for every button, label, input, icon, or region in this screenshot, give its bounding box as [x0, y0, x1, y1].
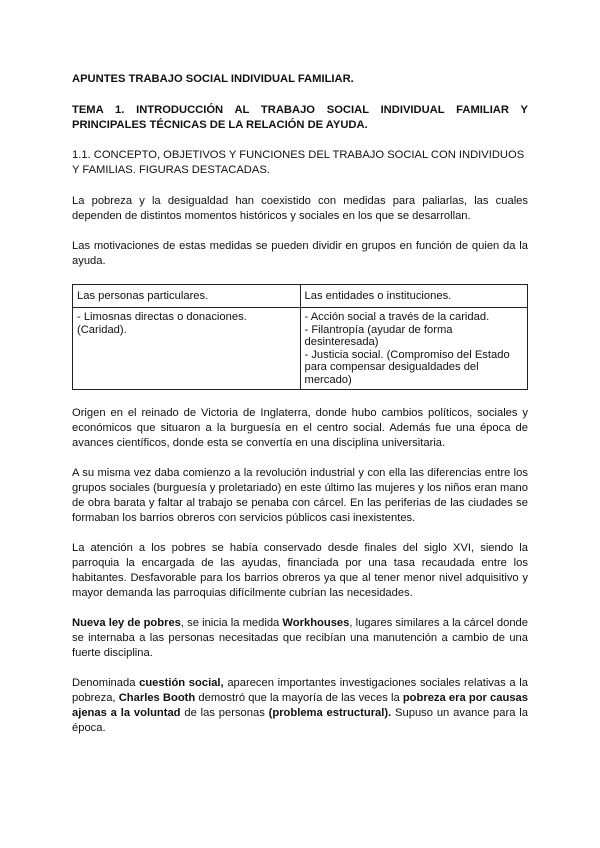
- table-header-row: [73, 285, 528, 308]
- topic-heading: TEMA 1. INTRODUCCIÓN AL TRABAJO SOCIAL INDIVIDUAL FAMILIAR Y PRINCIPALES TÉCNICAS DE LA RELACIÓN DE AYUDA.: [72, 104, 528, 131]
- paragraph-1: La pobreza y la desigualdad han coexistido con medidas para paliarlas, las cuales dependen de distintos momentos históricos y sociales en los que se desarrollan.: [72, 195, 528, 222]
- paragraph-4: A su misma vez daba comienzo a la revolución industrial y con ella las diferencias entre los grupos sociales (burguesía y proletariado) en este último las mujeres y los niños eran mano de obra barata y faltar al trabajo se penaba con cárcel. En las periferias de las ciudades se formaban los barrios obreros con servicios públicos casi inexistentes.: [72, 467, 528, 524]
- cell-line: mercado): [304, 373, 352, 386]
- table-row: [73, 308, 528, 390]
- text-run: de las personas: [180, 707, 269, 719]
- paragraph-2: Las motivaciones de estas medidas se pueden dividir en grupos en función de quien da la ayuda.: [72, 240, 528, 267]
- bold-term: cuestión social,: [139, 677, 224, 689]
- cell-line: para compensar desigualdades del: [304, 361, 479, 373]
- table-cell-institutions: [300, 308, 528, 390]
- cell-line: - Acción social a través de la caridad.: [304, 311, 490, 323]
- bold-term: Nueva ley de pobres: [72, 617, 181, 629]
- bold-term: Workhouses: [282, 617, 350, 629]
- text-run: , lugares similares a la cárcel donde se internaba a las personas necesitadas que recibían una manutención a cambio de una fuerte disciplina.: [72, 617, 528, 659]
- table-cell-individuals: [73, 308, 301, 390]
- text-run: Supuso un avance para la época.: [72, 707, 528, 734]
- cell-line: - Filantropía (ayudar de forma: [304, 323, 453, 336]
- text-run: , se inicia la medida: [180, 617, 283, 629]
- section-heading: 1.1. CONCEPTO, OBJETIVOS Y FUNCIONES DEL TRABAJO SOCIAL CON INDIVIDUOS Y FAMILIAS. FIGURAS DESTACADAS.: [72, 149, 525, 176]
- paragraph-6: [72, 616, 528, 661]
- table-header-individuals: Las personas particulares.: [73, 285, 301, 308]
- text-run: Denominada: [72, 677, 140, 689]
- help-providers-table: [72, 284, 528, 390]
- cell-line: - Limosnas directas o donaciones.: [77, 311, 247, 323]
- cell-line: (Caridad).: [77, 323, 127, 336]
- paragraph-7: [72, 676, 528, 736]
- paragraph-5: La atención a los pobres se había conservado desde finales del siglo XVI, siendo la parroquia la encargada de las ayudas, financiada por una tasa recaudada entre los habitantes. Desfavorable para los barrios obreros ya que al tener menor nivel adquisitivo y mayor demanda las parroquias difícilmente cubrían las necesidades.: [72, 542, 528, 599]
- cell-line: - Justicia social. (Compromiso del Estado: [304, 348, 510, 361]
- paragraph-3: Origen en el reinado de Victoria de Inglaterra, donde hubo cambios políticos, sociales y económicos que situaron a la burguesía en el centro social. Además fue una época de avances científicos, donde esta se convertía en una disciplina universitaria.: [72, 407, 528, 449]
- text-run: demostró que la mayoría de las veces la: [195, 692, 403, 704]
- bold-term: pobreza era por causas ajenas a la voluntad: [72, 692, 528, 719]
- cell-line: desinteresada): [304, 336, 379, 348]
- text-run: aparecen importantes investigaciones sociales relativas a la pobreza,: [72, 677, 529, 704]
- bold-term: (problema estructural).: [268, 707, 392, 719]
- bold-term: Charles Booth: [118, 692, 196, 704]
- document-title: APUNTES TRABAJO SOCIAL INDIVIDUAL FAMILIAR.: [72, 73, 354, 85]
- table-header-institutions: Las entidades o instituciones.: [300, 285, 528, 308]
